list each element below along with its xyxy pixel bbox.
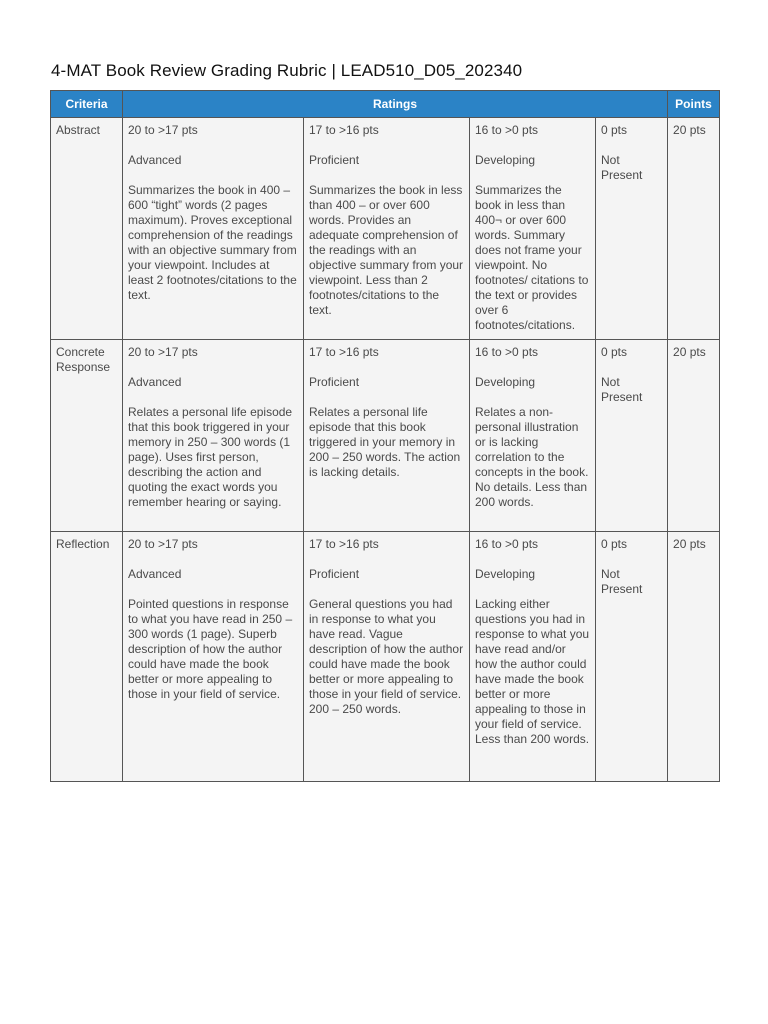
rating-cell [123, 532, 304, 782]
rating-points: 20 to >17 pts [128, 123, 198, 137]
rating-cell [596, 118, 668, 340]
points-cell [668, 532, 720, 782]
rating-description: Summarizes the book in 400 – 600 “tight” words (2 pages maximum). Proves exceptional comprehension of the readings with an objective summary from your viewpoint. Includes at least 2 footnotes/citations to the text. [128, 183, 297, 302]
rating-level: Advanced [128, 153, 182, 167]
ratings-header: Ratings [123, 91, 668, 118]
rating-cell [596, 340, 668, 532]
rating-description: Relates a personal life episode that this book triggered in your memory in 200 – 250 words. The action is lacking details. [309, 405, 461, 479]
rating-description: Relates a personal life episode that this book triggered in your memory in 250 – 300 words (1 page). Uses first person, describing the action and quoting the exact words you remember hearing or saying. [128, 405, 293, 509]
rating-cell [123, 118, 304, 340]
points-value: 20 pts [673, 345, 706, 359]
points-value: 20 pts [673, 537, 706, 551]
rating-level: Not Present [601, 375, 643, 404]
rating-points: 20 to >17 pts [128, 345, 198, 359]
rating-description: Lacking either questions you had in response to what you have read and/or how the author could have made the book better or more appealing to those in your field of service. Less than 200 words. [475, 597, 590, 746]
page-title: 4-MAT Book Review Grading Rubric | LEAD510_D05_202340 [51, 61, 523, 80]
rubric-table [50, 90, 720, 782]
rating-description: Summarizes the book in less than 400¬ or over 600 words. Summary does not frame your viewpoint. No footnotes/ citations to the text or provides over 6 footnotes/citations. [475, 183, 589, 332]
rating-cell [123, 340, 304, 532]
rating-points: 0 pts [601, 123, 628, 137]
rating-level: Advanced [128, 375, 182, 389]
table-row [51, 118, 720, 340]
rating-cell [470, 118, 596, 340]
rating-level: Not Present [601, 567, 643, 596]
rating-description: General questions you had in response to what you have read. Vague description of how the author could have made the book better or more appealing to those in your field of service. 200 – 250 words. [309, 597, 464, 716]
rating-level: Proficient [309, 153, 360, 167]
rating-level: Proficient [309, 375, 360, 389]
rating-cell [304, 340, 470, 532]
criteria-header: Criteria [51, 91, 123, 118]
points-cell [668, 118, 720, 340]
rating-points: 17 to >16 pts [309, 123, 379, 137]
rating-level: Advanced [128, 567, 182, 581]
rating-cell [304, 532, 470, 782]
rating-level: Developing [475, 375, 536, 389]
criterion-label: Reflection [56, 537, 110, 551]
rating-points: 16 to >0 pts [475, 345, 539, 359]
rating-level: Developing [475, 153, 536, 167]
rating-points: 20 to >17 pts [128, 537, 198, 551]
rating-points: 16 to >0 pts [475, 123, 539, 137]
table-row [51, 340, 720, 532]
rating-description: Pointed questions in response to what you have read in 250 – 300 words (1 page). Superb description of how the author could have made the book better or more appealing to those in your field of service. [128, 597, 293, 701]
rating-cell [470, 532, 596, 782]
rating-cell [596, 532, 668, 782]
points-header: Points [668, 91, 720, 118]
rating-points: 0 pts [601, 537, 628, 551]
criterion-label: Concrete Response [56, 345, 111, 374]
rating-level: Not Present [601, 153, 643, 182]
rating-level: Developing [475, 567, 536, 581]
rating-points: 16 to >0 pts [475, 537, 539, 551]
rating-points: 0 pts [601, 345, 628, 359]
criterion-label: Abstract [56, 123, 101, 137]
points-cell [668, 340, 720, 532]
criterion-cell [51, 340, 123, 532]
table-row [51, 532, 720, 782]
rating-cell [304, 118, 470, 340]
header-row [51, 91, 720, 118]
rating-cell [470, 340, 596, 532]
rating-description: Summarizes the book in less than 400 – or over 600 words. Provides an adequate comprehension of the readings with an objective summary from your viewpoint. Less than 2 footnotes/citations to the text. [309, 183, 464, 317]
rating-points: 17 to >16 pts [309, 345, 379, 359]
criterion-cell [51, 118, 123, 340]
points-value: 20 pts [673, 123, 706, 137]
criterion-cell [51, 532, 123, 782]
rating-description: Relates a non-personal illustration or is lacking correlation to the concepts in the book. No details. Less than 200 words. [475, 405, 589, 509]
rating-points: 17 to >16 pts [309, 537, 379, 551]
rating-level: Proficient [309, 567, 360, 581]
